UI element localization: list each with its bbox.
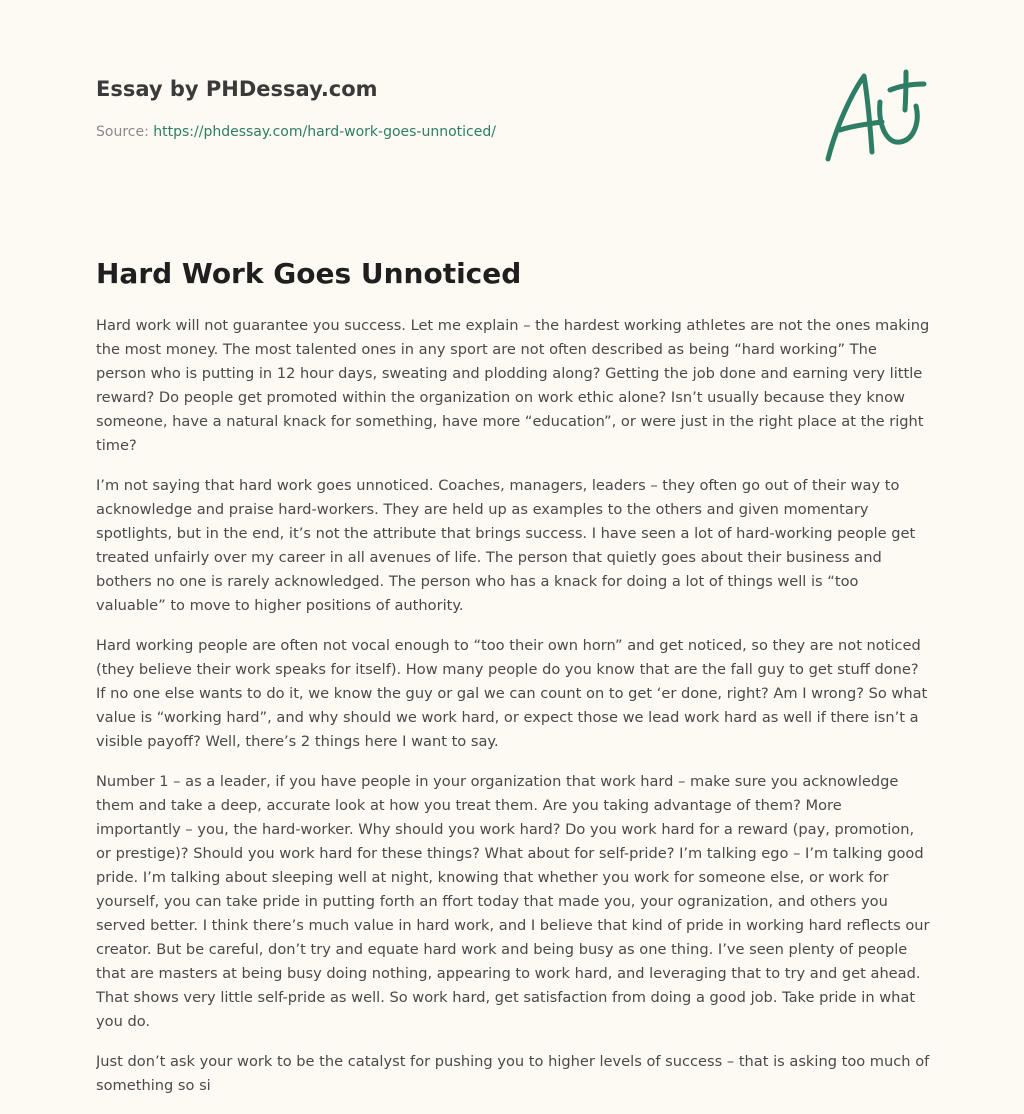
source-link[interactable]: https://phdessay.com/hard-work-goes-unnoticed/ bbox=[153, 124, 496, 140]
essay-paragraph: Just don’t ask your work to be the catalyst for pushing you to higher levels of success – that is asking too much of something so si bbox=[96, 1053, 930, 1094]
essay-paragraph: Number 1 – as a leader, if you have people in your organization that work hard – make sure you acknowledge them and take a deep, accurate look at how you treat them. Are you taking advantage of them? More importantly – you, the hard-worker. Why should you work hard? Do you work hard for a reward (pay, promotion, or prestige)? Should you work hard for these things? What about for self-pride? I’m talking ego – I’m talking good pride. I’m talking about sleeping well at night, knowing that whether you work for someone else, or work for yourself, you can take pride in putting forth an ffort today that made you, your ogranization, and others you served better. I think there’s much value in hard work, and I believe that kind of pride in working hard reflects our creator. But be careful, don’t try and equate hard work and being busy as one thing. I’ve seen plenty of people that are masters at being busy doing nothing, appearing to work hard, and leveraging that to try and get ahead. That shows very little self-pride as well. So work hard, get satisfaction from doing a good job. Take pride in what you do. bbox=[96, 773, 930, 1030]
source-label: Source: bbox=[96, 124, 149, 140]
essay-paragraph: Hard work will not guarantee you success. Let me explain – the hardest working athletes are not the ones making the most money. The most talented ones in any sport are not often described as being “hard working” The person who is putting in 12 hour days, sweating and plodding along? Getting the job done and earning very little reward? Do people get promoted within the organization on work ethic alone? Isn’t usually because they know someone, have a natural knack for something, have more “education”, or were just in the right place at the right time? bbox=[96, 317, 930, 454]
essay-paragraph: Hard working people are often not vocal enough to “too their own horn” and get noticed, so they are not noticed (they believe their work speaks for itself). How many people do you know that are the fall guy to get stuff done? If no one else wants to do it, we know the guy or gal we can count on to get ‘er done, right? Am I wrong? So what value is “working hard”, and why should we work hard, or expect those we lead work hard as well if there isn’t a visible payoff? Well, there’s 2 things here I want to say. bbox=[96, 637, 928, 750]
page-header bbox=[96, 74, 796, 142]
essay-title: Hard Work Goes Unnoticed bbox=[96, 257, 522, 290]
brand-title: Essay by PHDessay.com bbox=[96, 77, 378, 101]
essay-body bbox=[96, 314, 930, 1094]
source-line bbox=[96, 122, 796, 142]
essay-paragraph: I’m not saying that hard work goes unnoticed. Coaches, managers, leaders – they often go out of their way to acknowledge and praise hard-workers. They are held up as examples to the others and given momentary spotlights, but in the end, it’s not the attribute that brings success. I have seen a lot of hard-working people get treated unfairly over my career in all avenues of life. The person that quietly goes about their business and bothers no one is rarely acknowledged. The person who has a knack for doing a lot of things well is “too valuable” to move to higher positions of authority. bbox=[96, 477, 916, 614]
a-plus-icon bbox=[820, 66, 930, 166]
